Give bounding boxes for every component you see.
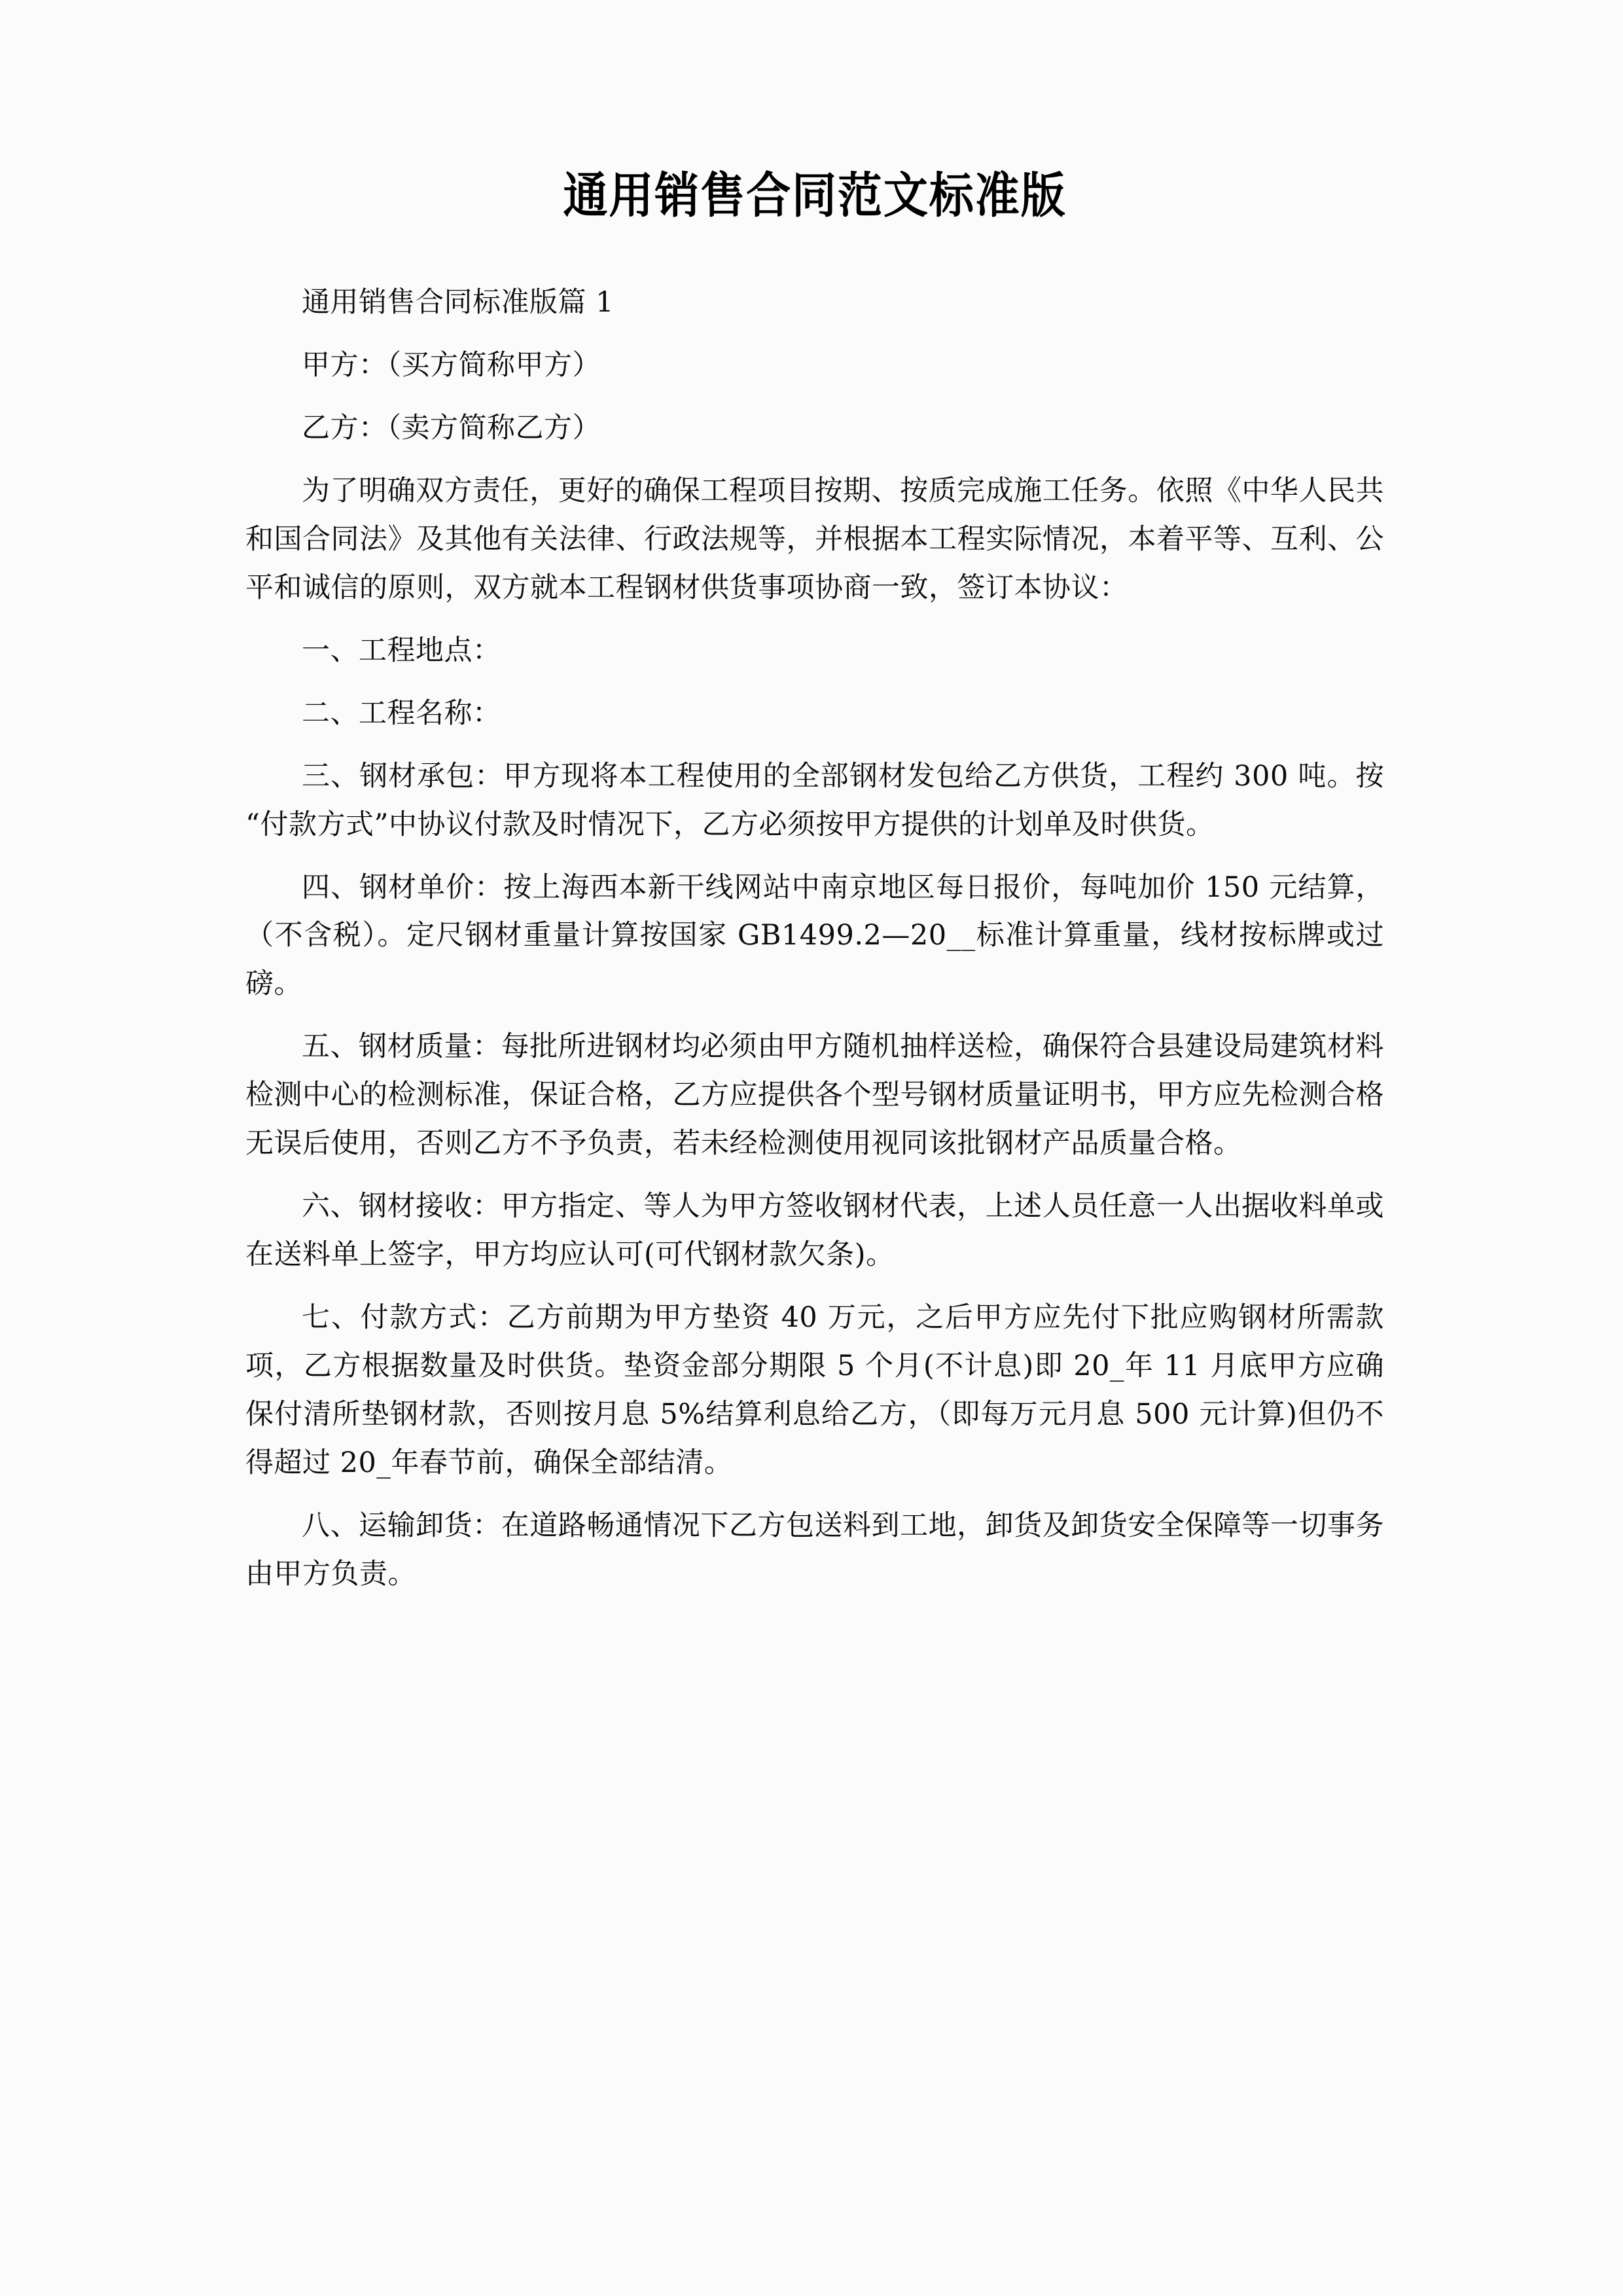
clause-7: 七、付款方式：乙方前期为甲方垫资 40 万元，之后甲方应先付下批应购钢材所需款项，乙方根据数量及时供货。垫资金部分期限 5 个月(不计息)即 20_年 11 月底甲方应确保付清所垫钢材款，否则按月息 5%结算利息给乙方，（即每万元月息 500 元计算)但仍不得超过 20_年春节前，确保全部结清。 xyxy=(245,1301,1384,1480)
page-title: 通用销售合同范文标准版 xyxy=(563,168,1067,224)
clause-4: 四、钢材单价：按上海西本新干线网站中南京地区每日报价，每吨加价 150 元结算，（不含税）。定尺钢材重量计算按国家 GB1499.2—20__标准计算重量，线材按标牌或过磅。 xyxy=(245,870,1384,1001)
clause-2: 二、工程名称： xyxy=(302,696,501,730)
clause-6: 六、钢材接收：甲方指定、等人为甲方签收钢材代表，上述人员任意一人出据收料单或在送料单上签字，甲方均应认可(可代钢材款欠条)。 xyxy=(245,1190,1384,1272)
clause-1: 一、工程地点： xyxy=(302,634,501,667)
document-content xyxy=(245,0,1384,1599)
preamble-paragraph: 为了明确双方责任，更好的确保工程项目按期、按质完成施工任务。依照《中华人民共和国合同法》及其他有关法律、行政法规等，并根据本工程实际情况，本着平等、互利、公平和诚信的原则，双方就本工程钢材供货事项协商一致，签订本协议： xyxy=(245,474,1384,604)
document-body xyxy=(245,279,1384,1599)
clause-5: 五、钢材质量：每批所进钢材均必须由甲方随机抽样送检，确保符合县建设局建筑材料检测中心的检测标准，保证合格，乙方应提供各个型号钢材质量证明书，甲方应先检测合格无误后使用，否则乙方不予负责，若未经检测使用视同该批钢材产品质量合格。 xyxy=(245,1030,1384,1160)
clause-8: 八、运输卸货：在道路畅通情况下乙方包送料到工地，卸货及卸货安全保障等一切事务由甲方负责。 xyxy=(245,1509,1384,1590)
section-heading: 通用销售合同标准版篇 1 xyxy=(302,286,615,319)
party-b-line: 乙方：（卖方简称乙方） xyxy=(302,411,601,444)
clause-3: 三、钢材承包：甲方现将本工程使用的全部钢材发包给乙方供货，工程约 300 吨。按“付款方式”中协议付款及时情况下，乙方必须按甲方提供的计划单及时供货。 xyxy=(245,759,1384,841)
party-a-line: 甲方：（买方简称甲方） xyxy=(302,348,601,382)
